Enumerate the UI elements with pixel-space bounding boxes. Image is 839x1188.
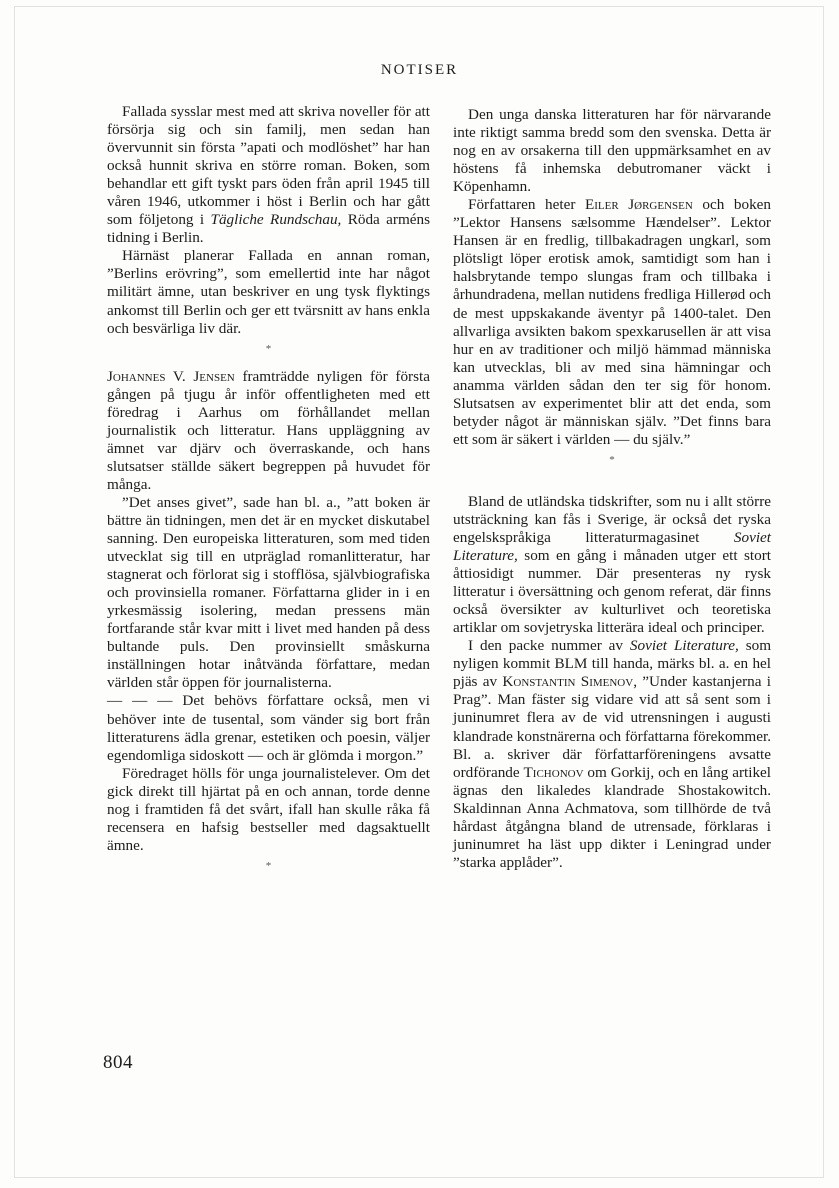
- author-name: Eiler Jørgensen: [584, 196, 693, 214]
- right-column: [453, 106, 771, 872]
- section-separator: *: [265, 859, 272, 872]
- paragraph: ”Det anses givet”, sade han bl. a., ”att boken är bättre än tidningen, men det är en mycket diskutabel sanning. Den europeiska litteraturen, som med tiden utvecklat sig till en utpräglad romanlitteratur, har stagnerat och förlorat sig i stofflösa, självbiografiska och provinsiella romaner. Författarna glider in i en yrkesmässig isolering, medan pressens män fortfarande står kvar mitt i livet med handen på dess bultande puls. Den provinsiellt småskurna inställningen hotar inåtvända författare, medan världen står öppen för journalisterna.: [107, 493, 430, 692]
- paragraph: Härnäst planerar Fallada en annan roman, ”Berlins erövring”, som emellertid inte har något militärt ämne, utan beskriver en ung tysk flyktings ankomst till Berlin och ger ett tvärsnitt av hans enkla och besvärliga liv där.: [107, 247, 430, 337]
- running-head: NOTISER: [380, 62, 459, 78]
- section-separator: *: [265, 342, 272, 355]
- paragraph: Fallada sysslar mest med att skriva noveller för att försörja sig och sin familj, men sedan han övervunnit sin första ”apati och modlöshet” har han också hunnit skriva en större roman. Boken, som behandlar ett gift tyskt pars öden från april 1945 till våren 1946, utkommer i höst i Berlin och har gått som följetong i Tägliche Rundschau, Röda arméns tidning i Berlin.: [107, 103, 431, 247]
- paragraph: Den unga danska litteraturen har för närvarande inte riktigt samma bredd som den svenska. Detta är nog en av orsakerna till den uppmärksamhet en av höstens få inhemska debutromaner väckt i Köpenhamn.: [453, 106, 771, 196]
- author-name: Tichonov: [523, 763, 584, 781]
- author-name: Johannes V. Jensen: [107, 367, 235, 385]
- author-name: Konstantin Simenov,: [502, 673, 637, 691]
- paragraph: I den packe nummer av Soviet Literature, som nyligen kommit BLM till handa, märks bl. a. en hel pjäs av Konstantin Simenov, ”Under kastanjerna i Prag”. Man fäster sig vidare vid att så sent som i juninumret flera av de vid utrensningen i augusti klandrade konstnärerna och författarna förekommer. Bl. a. skriver där författarföreningens avsatte ordförande Tichonov om Gorkij, och en lång artikel ägnas den likaledes klandrade Shostakowitch. Skaldinnan Anna Achmatova, som tillhörde de två hårdast åtgångna bland de utrensade, förklaras i juninumret ha läst upp dikter i Leningrad under ”starka applåder”.: [453, 637, 772, 871]
- left-column: [107, 103, 430, 885]
- page-number: 804: [103, 1052, 133, 1073]
- section-separator: *: [609, 453, 615, 466]
- paragraph: Föredraget hölls för unga journalistelever. Om det gick direkt till hjärtat på en och annan, torde denne nog i framtiden få det svårt, ifall han skulle råka få recensera en hafsig bestseller med dagsaktuellt ämne.: [107, 764, 430, 854]
- paragraph: Författaren heter Eiler Jørgensen och boken ”Lektor Hansens sælsomme Hændelser”. Lektor Hansen är en fredlig, tillbakadragen ungkarl, som plötsligt löper erotisk amok, samtidigt som han i halsbrytande tempo slungas fram och tillbaka i århundradena, mellan nutidens fredliga Hillerød och de mest uppskakande äventyr på 1400-talet. Den allvarliga avsikten bakom spexkarusellen är att visa hur en av traditioner och miljö hämmad människa kan utvecklas, bli av med sina hämningar och anamma världen sådan den ter sig för honom. Slutsatsen av experimentet blir att det enda, som betyder något är människan själv. ”Det finns bara ett som är säkert i världen — du själv.”: [453, 196, 772, 448]
- paragraph: — — — Det behövs författare också, men vi behöver inte de tusental, som vänder sig bort från litteraturens ädla grenar, estetiken och poesin, väljer egendomliga sidoskott — och är glömda i morgon.”: [107, 692, 430, 764]
- paragraph: Bland de utländska tidskrifter, som nu i allt större utsträckning kan fås i Sverige, är också det ryska engelskspråkiga litteraturmagasinet Soviet Literature, som en gång i månaden utger ett stort åttiosidigt nummer. Där presenteras ny rysk litteratur i översättning och genom referat, där finns också översikter av kulturlivet och teoretiska artiklar om sovjetryska litterära ideal och principer.: [453, 492, 771, 637]
- paragraph: Johannes V. Jensen framträdde nyligen för första gången på tjugu år inför offentligheten med ett föredrag i Aarhus om förhållandet mellan journalistik och litteratur. Hans uppläggning av ämnet var djärv och överraskande, och hans slutsatser ställde säkert begreppen på huvudet för många.: [107, 367, 430, 493]
